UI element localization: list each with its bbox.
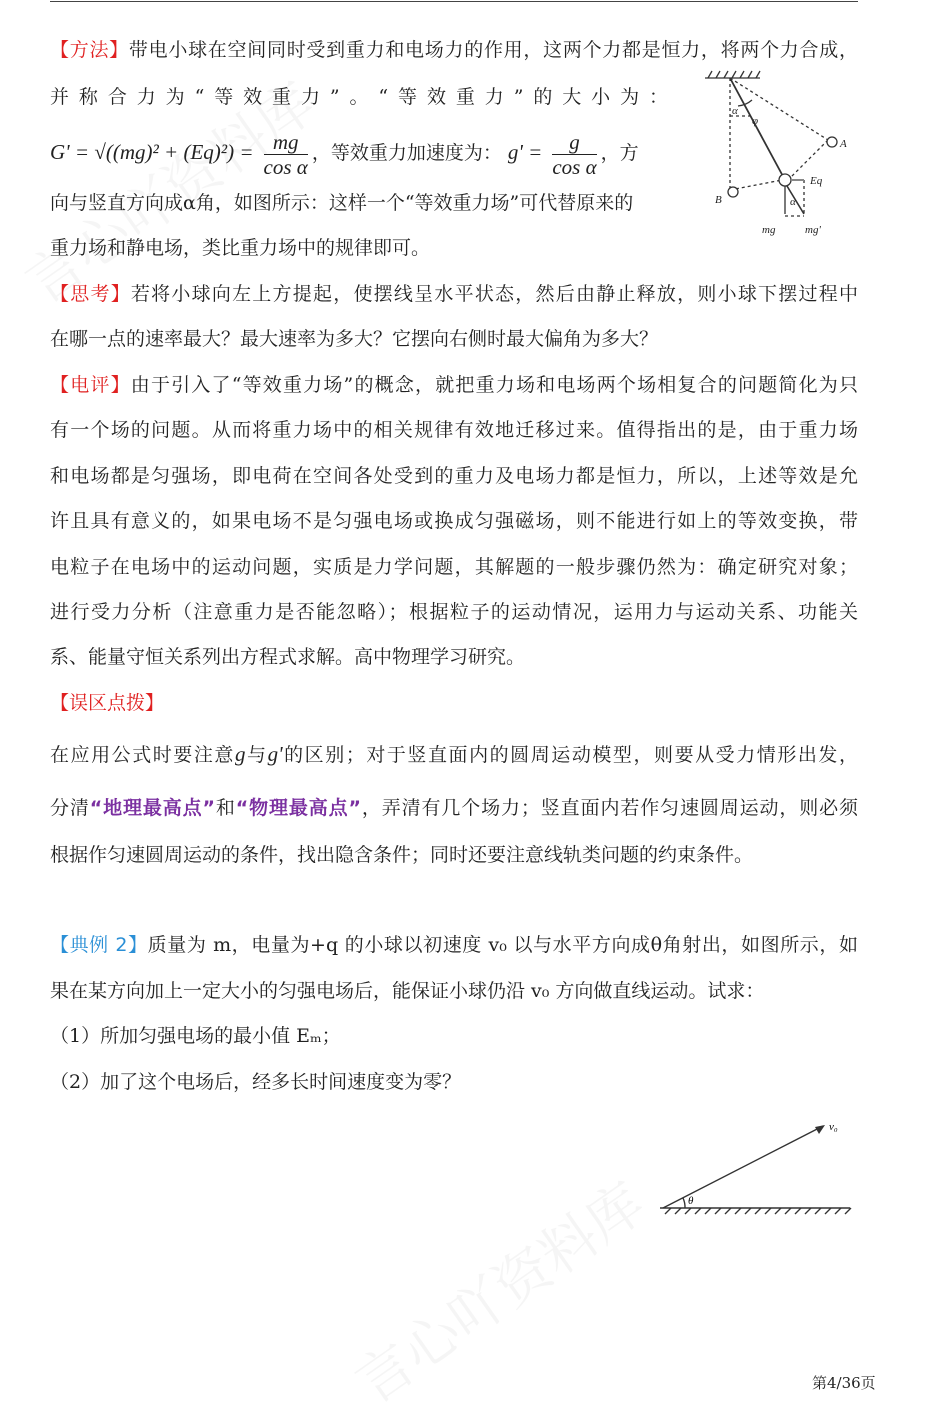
highlight-geographic-top: “地理最高点” [89,797,216,819]
formula-g-prime: G' = √((mg)² + (Eq)²) = [50,140,254,164]
svg-text:v₀: v₀ [829,1121,838,1133]
comment-line: 进行受力分析（注意重力是否能忽略）；根据粒子的运动情况，运用力与运动关系、功能关 [50,601,858,623]
svg-text:α: α [790,196,796,208]
comment-tag: 【电评】 [50,374,131,396]
method-line-2: 并称合力为“等效重力”。“等效重力”的大小为： [50,86,668,108]
think-line-2: 在哪一点的速率最大？最大速率为多大？它摆向右侧时最大偏角为多大？ [50,328,659,350]
mistakes-line-3: 根据作匀速圆周运动的条件，找出隐含条件；同时还要注意线轨类问题的约束条件。 [50,844,754,866]
mistakes-line-2: 分清“地理最高点”和“物理最高点”，弄清有几个场力；竖直面内若作匀速圆周运动，则必须 [50,797,858,819]
page-number: 第4/36页 [812,1374,876,1392]
method-line-4: 向与竖直方向成α角，如图所示：这样一个“等效重力场”可代替原来的 [50,192,634,214]
svg-text:B: B [715,194,722,206]
example2-line-1: 【典例 2】质量为 m，电量为+q 的小球以初速度 v₀ 以与水平方向成θ角射出，如图所示，如 [50,934,858,956]
comment-line: 许且具有意义的，如果电场不是匀强电场或换成匀强磁场，则不能进行如上的等效变换，带 [50,510,858,532]
pendulum-diagram [700,68,870,243]
comment-line-1: 【电评】由于引入了“等效重力场”的概念，就把重力场和电场两个场相复合的问题简化为只 [50,374,858,396]
fraction: $\frac{mg}{\text{cos α}}$ [263,129,308,179]
top-rule [50,1,858,2]
comment-line: 系、能量守恒关系列出方程式求解。高中物理学习研究。 [50,646,526,668]
svg-text:θ: θ [688,1195,694,1207]
example2-line-2: 果在某方向加上一定大小的匀强电场后，能保证小球仍沿 v₀ 方向做直线运动。试求： [50,980,765,1002]
comment-line: 电粒子在电场中的运动问题，实质是力学问题，其解题的一般步骤仍然为：确定研究对象； [50,556,858,578]
method-line-5: 重力场和静电场，类比重力场中的规律即可。 [50,237,431,259]
svg-text:Eq: Eq [810,175,823,187]
svg-text:mg': mg' [805,224,821,236]
svg-text:A: A [840,138,847,150]
think-tag: 【思考】 [50,283,131,305]
formula-line: G' = √((mg)² + (Eq)²) = $\frac{mg}{\text{cos α}}$ ，等效重力加速度为： g' = $\frac{g}{\text{cos α}}$ ，方 [50,129,639,179]
svg-text:φ: φ [752,115,759,127]
fraction: $\frac{g}{\text{cos α}}$ [552,129,597,179]
example2-question-1: （1）所加匀强电场的最小值 Eₘ； [50,1025,341,1047]
method-line-1: 【方法】带电小球在空间同时受到重力和电场力的作用，这两个力都是恒力，将两个力合成， [50,39,858,61]
projectile-diagram [655,1110,855,1220]
example2-question-2: （2）加了这个电场后，经多长时间速度变为零？ [50,1071,462,1093]
method-tag: 【方法】 [50,39,129,61]
svg-text:mg: mg [762,224,776,236]
comment-line: 有一个场的问题。从而将重力场中的相关规律有效地迁移过来。值得指出的是，由于重力场 [50,419,858,441]
mistakes-heading: 【误区点拨】 [50,692,165,714]
highlight-physical-top: “物理最高点” [235,797,362,819]
watermark [337,1161,658,1419]
comment-line: 和电场都是匀强场，即电荷在空间各处受到的重力及电场力都是恒力，所以，上述等效是允 [50,465,858,487]
mistakes-line-1: 在应用公式时要注意g与g'的区别；对于竖直面内的圆周运动模型，则要从受力情形出发， [50,742,858,766]
svg-text:α: α [732,105,738,117]
think-line-1: 【思考】若将小球向左上方提起，使摆线呈水平状态，然后由静止释放，则小球下摆过程中 [50,283,858,305]
example2-tag: 【典例 2】 [50,934,148,956]
